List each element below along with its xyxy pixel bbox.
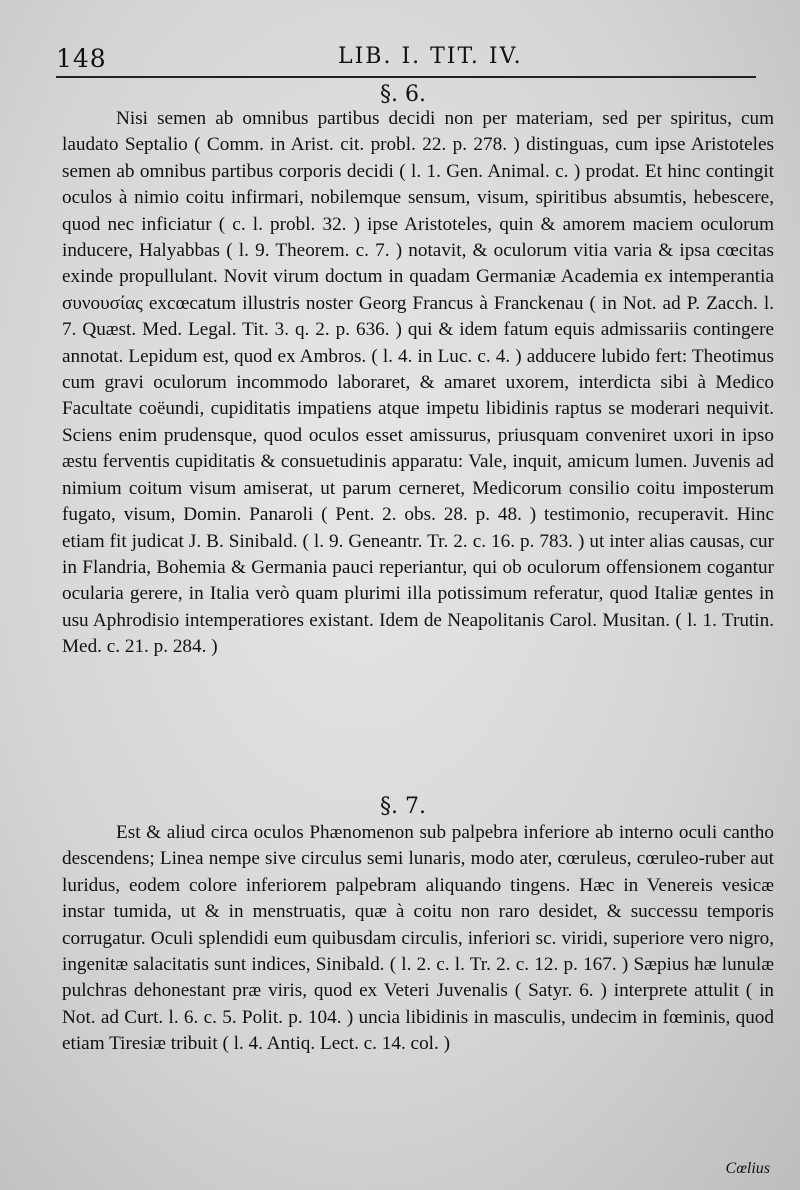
page-header: [56, 40, 756, 80]
section-6-text: Nisi semen ab omnibus partibus decidi non per materiam, sed per spiritus, cum laudato Septalio ( Comm. in Arist. cit. probl. 22. p. 278. ) distinguas, cum ipse Aristoteles semen ab omnibus partibus corporis decidi ( l. 1. Gen. Animal. c. ) prodat. Et hinc contingit oculos à nimio coitu infirmari, nobilemque sensum, visum, spiritibus absumtis, hebescere, quod nec inficiatur ( c. l. probl. 32. ) ipse Aristoteles, quin & amorem maciem oculorum inducere, Halyabbas ( l. 9. Theorem. c. 7. ) notavit, & oculorum vitia varia & ipsa cœcitas exinde propullulant. Novit virum doctum in quadam Germaniæ Academia ex intemperantia συνουσίας excœcatum illustris noster Georg Francus à Franckenau ( in Not. ad P. Zacch. l. 7. Quæst. Med. Legal. Tit. 3. q. 2. p. 636. ) qui & idem fatum equis admissariis contingere annotat. Lepidum est, quod ex Ambros. ( l. 4. in Luc. c. 4. ) adducere lubido fert: Theotimus cum gravi oculorum incommodo laboraret, & amaret uxorem, interdicta sibi à Medico Facultate coëundi, cupiditatis impatiens atque impetu libidinis raptus se moderari nequivit. Sciens enim prudensque, quod oculos esset amissurus, priusquam conveniret uxori in ipso æstu ferventis cupiditatis & consuetudinis apparatu: Vale, inquit, amicum lumen. Juvenis ad nimium coitum visum amiserat, ut parum cerneret, Medicorum consilio coitu imposterum fugato, visum, Domin. Panaroli ( Pent. 2. obs. 28. p. 48. ) testimonio, recuperavit. Hinc etiam fit judicat J. B. Sinibald. ( l. 9. Geneantr. Tr. 2. c. 16. p. 783. ) ut inter alias causas, cur in Flandria, Bohemia & Germania pauci reperiantur, qui ob oculorum offensionem cogantur ocularia gerere, in Italia verò quam plurimi illa potissimum referatur, quod Italiæ gentes in usu Aphrodisio intemperatiores existant. Idem de Neapolitanis Carol. Musitan. ( l. 1. Trutin. Med. c. 21. p. 284. ): [62, 108, 774, 658]
running-head: LIB. I. TIT. IV.: [338, 44, 523, 69]
section-6-paragraph: [62, 106, 774, 661]
section-7-text: Est & aliud circa oculos Phænomenon sub palpebra inferiore ab interno oculi cantho descendens; Linea nempe sive circulus semi lunaris, modo ater, cœruleus, cœruleo-ruber aut luridus, eodem colore inferiorem palpebram aliquando tingens. Hæc in Venereis vesicæ instar tumida, ut & in menstruatis, quæ à coitu non raro desidet, & successu temporis corrugatur. Oculi splendidi eum quibusdam circulis, inferiori sc. viridi, superiore vero nigro, ingenitæ salacitatis sunt indices, Sinibald. ( l. 2. c. l. Tr. 2. c. 12. p. 167. ) Sæpius hæ lunulæ pulchras dehonestant præ viris, quod ex Veteri Juvenalis ( Satyr. 6. ) interprete attulit ( in Not. ad Curt. l. 6. c. 5. Polit. p. 104. ) uncia libidinis in masculis, undecim in fœminis, quod etiam Tiresiæ tribuit ( l. 4. Antiq. Lect. c. 14. col. ): [62, 822, 774, 1055]
catchword: Cœlius: [725, 1160, 770, 1177]
section-7-paragraph: [62, 820, 774, 1058]
page-number: 148: [56, 44, 107, 73]
section-mark-7: §. 7.: [380, 794, 426, 819]
section-mark-6: §. 6.: [380, 82, 426, 107]
header-rule: [56, 76, 756, 78]
